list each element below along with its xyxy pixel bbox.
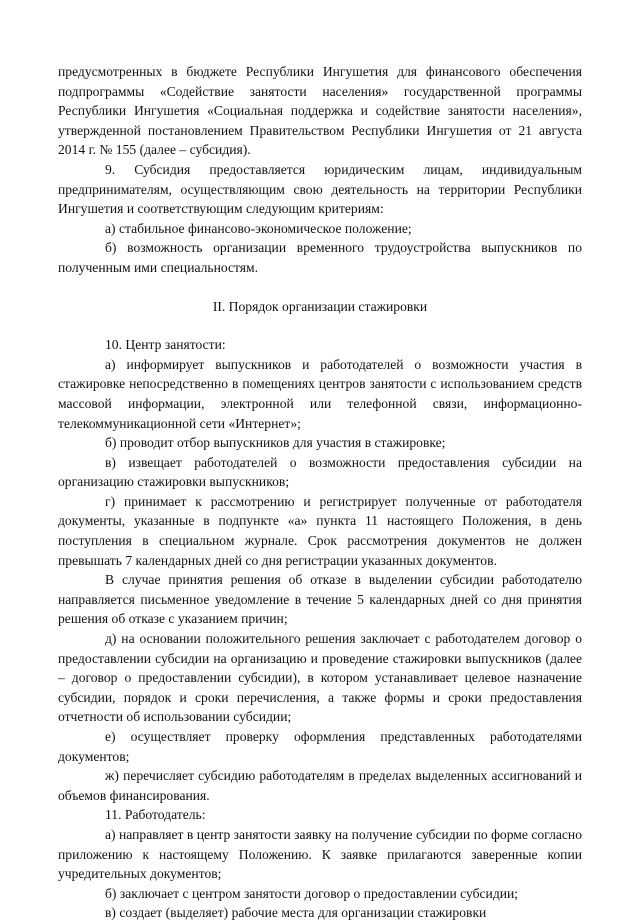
paragraph-item-10-b: б) проводит отбор выпускников для участия в стажировке; bbox=[105, 435, 446, 451]
paragraph-refusal: В случае принятия решения об отказе в выделении субсидии работодателю направляется письменное уведомление в течение 5 календарных дней со дня принятия решения об отказе с указанием причин; bbox=[58, 572, 582, 627]
paragraph-item-11-b: б) заключает с центром занятости договор о предоставлении субсидии; bbox=[105, 885, 519, 901]
paragraph-item-9: 9. Субсидия предоставляется юридическим лицам, индивидуальным предпринимателям, осуществляющим свою деятельность на территории Республики Ингушетия и соответствующим следующим критериям: bbox=[58, 161, 582, 217]
paragraph-criterion-a: а) стабильное финансово-экономическое положение; bbox=[105, 220, 412, 236]
paragraph-item-10-g: г) принимает к рассмотрению и регистрирует полученные от работодателя документы, указанные в подпункте «а» пункта 11 настоящего Положения, в день поступления в специальном журнале. Срок рассмотрения документов не должен превышать 7 календарных дней со дня регистрации указанных документов. bbox=[58, 493, 582, 568]
paragraph-item-11: 11. Работодатель: bbox=[105, 807, 206, 823]
paragraph-item-11-v: в) создает (выделяет) рабочие места для организации стажировки bbox=[105, 905, 487, 921]
paragraph-item-10-d: д) на основании положительного решения заключает с работодателем договор о предоставлении субсидии на организацию и проведение стажировки выпускников (далее – договор о предоставлении субсидии), в котором устанавливает целевое назначение субсидии, порядок и сроки перечисления, а также формы и сроки предоставления отчетности об использовании субсидии; bbox=[58, 631, 582, 725]
paragraph-continuation: предусмотренных в бюджете Республики Ингушетия для финансового обеспечения подпрограммы «Содействие занятости населения» государственной программы Республики Ингушетия «Социальная поддержка и содействие занятости населения», утвержденной постановлением Правительством Республики Ингушетия от 21 августа 2014 г. № 155 (далее – субсидия). bbox=[58, 64, 582, 158]
paragraph-criterion-b: б) возможность организации временного трудоустройства выпускников по полученным ими специальностям. bbox=[58, 240, 582, 275]
paragraph-item-10-a: а) информирует выпускников и работодателей о возможности участия в стажировке непосредственно в помещениях центров занятости с использованием средств массовой информации, электронной или телефонной связи, информационно-телекоммуникационной сети «Интернет»; bbox=[58, 356, 582, 431]
section-heading: II. Порядок организации стажировки bbox=[212, 298, 428, 314]
paragraph-item-10: 10. Центр занятости: bbox=[105, 337, 226, 353]
paragraph-item-10-zh: ж) перечисляет субсидию работодателям в пределах выделенных ассигнований и объемов финансирования. bbox=[58, 768, 582, 803]
paragraphs-before-section bbox=[58, 62, 582, 278]
paragraph-item-11-a: а) направляет в центр занятости заявку на получение субсидии по форме согласно приложению к настоящему Положению. К заявке прилагаются заверенные копии учредительных документов; bbox=[58, 826, 582, 882]
paragraph-item-10-v: в) извещает работодателей о возможности предоставления субсидии на организацию стажировки выпускников; bbox=[58, 454, 582, 490]
paragraphs-after-section bbox=[58, 335, 582, 923]
paragraph-item-10-e: е) осуществляет проверку оформления представленных работодателями документов; bbox=[58, 729, 582, 764]
document-page bbox=[58, 62, 582, 923]
